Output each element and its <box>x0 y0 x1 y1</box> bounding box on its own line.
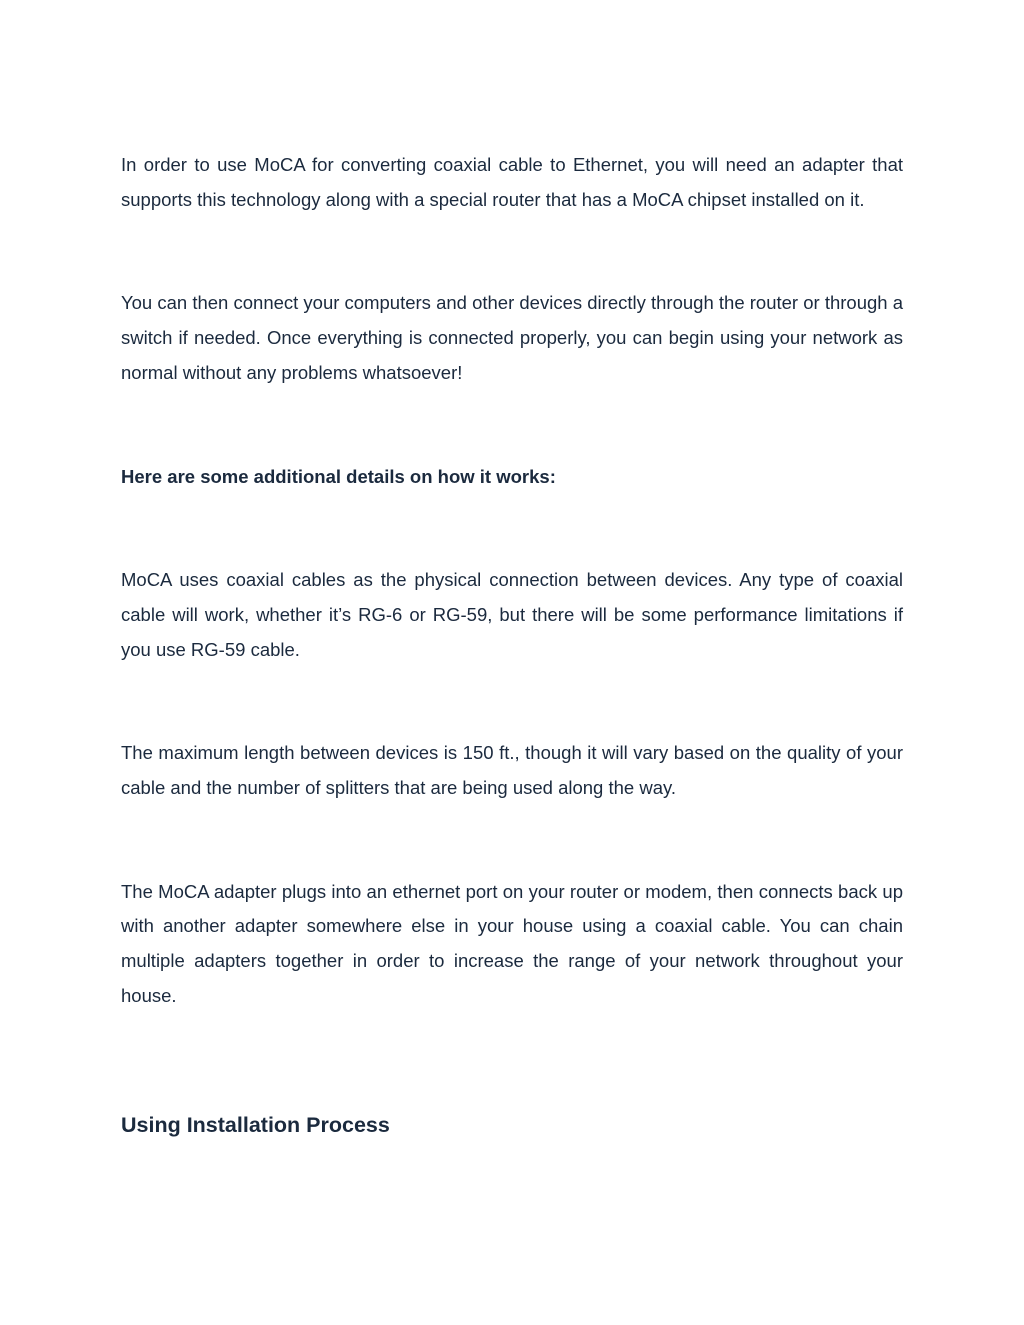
subheading-additional-details: Here are some additional details on how it works: <box>121 465 556 487</box>
paragraph-coaxial-cables: MoCA uses coaxial cables as the physical connection between devices. Any type of coaxial cable will work, whether it’s RG-6 or RG-59, but there will be some performance limitations if you use RG-59 cable. <box>121 569 903 660</box>
section-heading-installation-process: Using Installation Process <box>121 1113 390 1137</box>
paragraph-adapter-chaining: The MoCA adapter plugs into an ethernet port on your router or modem, then connects back up with another adapter somewhere else in your house using a coaxial cable. You can chain multiple adapters together in order to increase the range of your network throughout your house. <box>121 880 903 1006</box>
paragraph-connect-devices: You can then connect your computers and other devices directly through the router or through a switch if needed. Once everything is connected properly, you can begin using your network as normal without any problems whatsoever! <box>121 292 903 383</box>
paragraph-moca-adapter-requirements: In order to use MoCA for converting coaxial cable to Ethernet, you will need an adapter that supports this technology along with a special router that has a MoCA chipset installed on it. <box>121 154 903 210</box>
paragraph-maximum-length: The maximum length between devices is 150 ft., though it will vary based on the quality of your cable and the number of splitters that are being used along the way. <box>121 742 903 799</box>
document-body <box>121 148 903 1014</box>
